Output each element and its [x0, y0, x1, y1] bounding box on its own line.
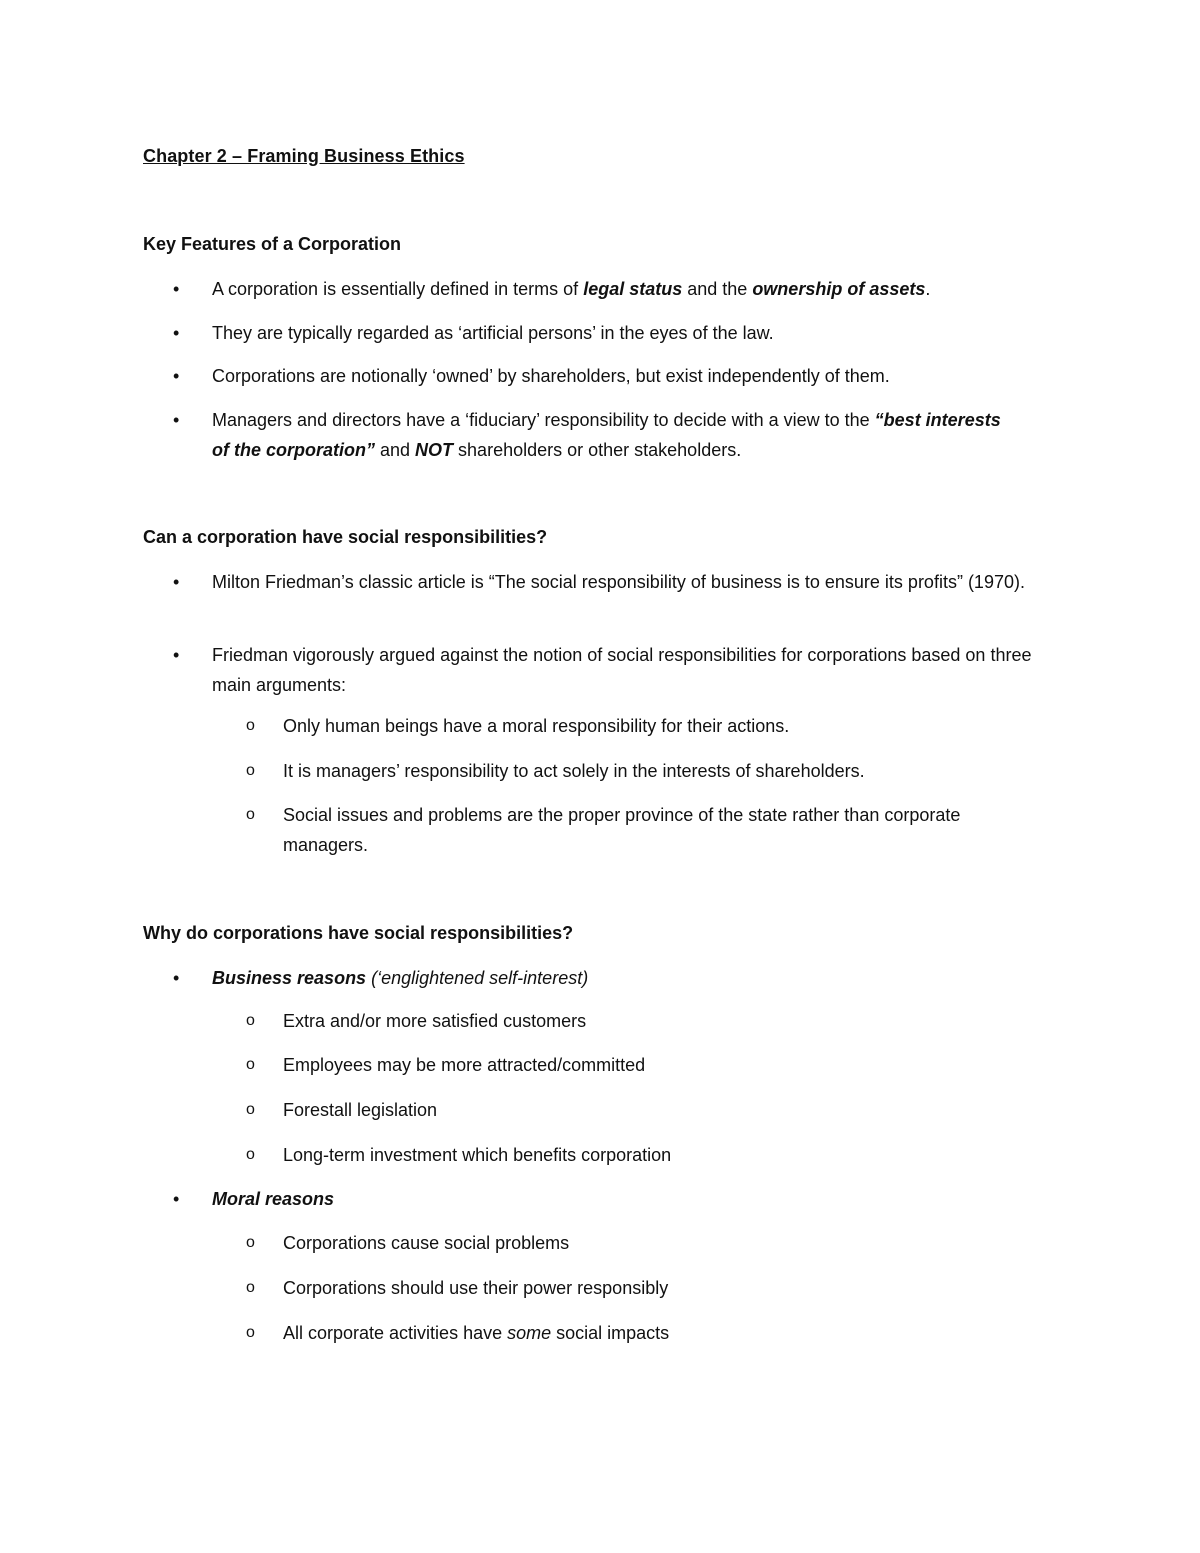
item-emphasis: legal status — [583, 279, 683, 299]
list-item — [212, 1184, 1062, 1214]
item-text: . — [925, 279, 931, 299]
list-item — [212, 274, 1062, 304]
sub-bullet-marker: o — [246, 806, 255, 823]
list-item: Milton Friedman’s classic article is “The social responsibility of business is to ensure its profits” (1970). — [212, 572, 1025, 592]
item-emphasis: some — [507, 1323, 552, 1343]
list-item — [212, 963, 1062, 993]
bullet-marker: • — [173, 323, 180, 343]
list-item: Friedman vigorously argued against the notion of social responsibilities for corporations based on three main arguments: — [212, 645, 1032, 695]
bullet-marker: • — [173, 645, 180, 665]
sub-list-item: Only human beings have a moral responsibility for their actions. — [283, 716, 790, 736]
sub-bullet-marker: o — [246, 1234, 255, 1251]
list-item: Corporations are notionally ‘owned’ by shareholders, but exist independently of them. — [212, 366, 890, 386]
bullet-marker: • — [173, 410, 180, 430]
item-text: social impacts — [551, 1323, 670, 1343]
section-heading-social-responsibilities: Can a corporation have social responsibilities? — [143, 527, 548, 547]
sub-list-item: Extra and/or more satisfied customers — [283, 1011, 587, 1031]
bullet-marker: • — [173, 279, 180, 299]
sub-bullet-marker: o — [246, 717, 255, 734]
sub-bullet-marker: o — [246, 1146, 255, 1163]
item-text: and — [375, 440, 416, 460]
sub-list-item: Long-term investment which benefits corporation — [283, 1145, 672, 1165]
sub-bullet-marker: o — [246, 1101, 255, 1118]
sub-bullet-marker: o — [246, 762, 255, 779]
item-emphasis: NOT — [415, 440, 454, 460]
item-text: A corporation is essentially defined in terms of — [212, 279, 584, 299]
item-emphasis: ownership of assets — [752, 279, 926, 299]
item-text: shareholders or other stakeholders. — [453, 440, 742, 460]
item-note: (‘englightened self-interest) — [366, 968, 589, 988]
bullet-marker: • — [173, 1189, 180, 1209]
bullet-marker: • — [173, 572, 180, 592]
sub-bullet-marker: o — [246, 1324, 255, 1341]
list-item — [212, 405, 1012, 465]
item-emphasis: Business reasons — [212, 968, 367, 988]
list-item: They are typically regarded as ‘artificial persons’ in the eyes of the law. — [212, 323, 774, 343]
bullet-marker: • — [173, 968, 180, 988]
bullet-marker: • — [173, 366, 180, 386]
item-text: and the — [682, 279, 753, 299]
sub-bullet-marker: o — [246, 1056, 255, 1073]
sub-list-item: It is managers’ responsibility to act solely in the interests of shareholders. — [283, 761, 865, 781]
item-text: All corporate activities have — [283, 1323, 508, 1343]
document-title: Chapter 2 – Framing Business Ethics — [143, 146, 465, 166]
section-heading-why-responsibilities: Why do corporations have social responsibilities? — [143, 923, 574, 943]
sub-list-item: Social issues and problems are the proper province of the state rather than corporate managers. — [283, 805, 961, 855]
sub-list-item: Employees may be more attracted/committed — [283, 1055, 646, 1075]
sub-list-item: Corporations cause social problems — [283, 1233, 570, 1253]
sub-list-item: Forestall legislation — [283, 1100, 438, 1120]
item-emphasis: “best interests of the corporation” — [212, 410, 1001, 460]
item-text: Managers and directors have a ‘fiduciary’ responsibility to decide with a view to the — [212, 410, 875, 430]
item-emphasis: Moral reasons — [212, 1189, 335, 1209]
sub-list-item: Corporations should use their power responsibly — [283, 1278, 669, 1298]
section-heading-key-features: Key Features of a Corporation — [143, 234, 402, 254]
sub-bullet-marker: o — [246, 1279, 255, 1296]
sub-list-item — [283, 1318, 1063, 1348]
sub-bullet-marker: o — [246, 1012, 255, 1029]
